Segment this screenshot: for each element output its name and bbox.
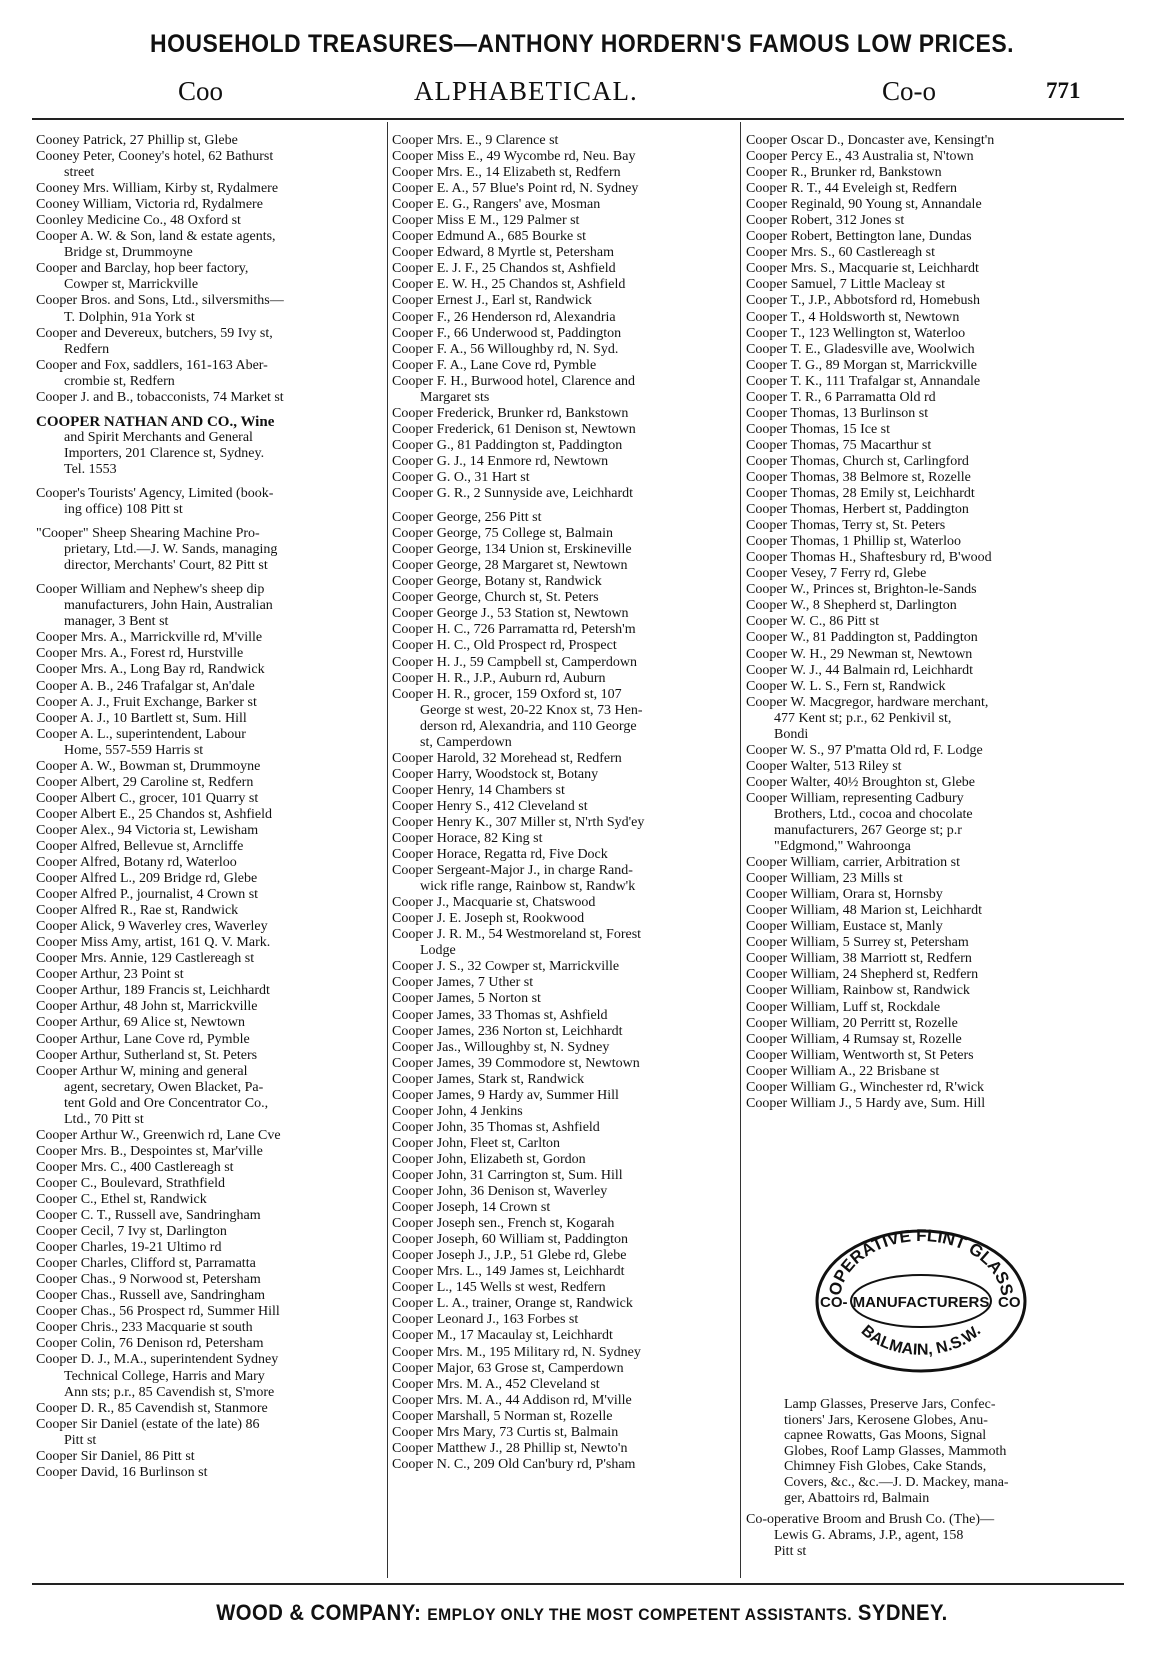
directory-column-3 (746, 133, 1096, 1112)
directory-entry-line: 477 Kent st; p.r., 62 Penkivil st, (774, 710, 952, 726)
header-right-guide: Co-o (882, 76, 936, 106)
directory-entry-line: Cooper C., Ethel st, Randwick (36, 1192, 207, 1207)
directory-entry-line: Cooper Reginald, 90 Young st, Annandale (746, 197, 982, 213)
directory-entry-line: Cooper T., 123 Wellington st, Waterloo (746, 325, 966, 341)
directory-entry-line: Cooper F. H., Burwood hotel, Clarence and (392, 373, 636, 389)
bottom-banner-slogan: EMPLOY ONLY THE MOST COMPETENT ASSISTANTS. (427, 1605, 853, 1624)
directory-entry-line: Cooper Charles, 19-21 Ultimo rd (36, 1240, 222, 1256)
directory-entry-line: Cooper Joseph, 14 Crown st (392, 1200, 551, 1216)
directory-entry-line: Cooper T. R., 6 Parramatta Old rd (746, 389, 936, 405)
footer-rule (32, 1583, 1124, 1585)
directory-entry-line: Cooper George J., 53 Station st, Newtown (392, 606, 629, 622)
directory-entry-line: Cooper H. C., Old Prospect rd, Prospect (392, 638, 617, 654)
directory-entry-line: Cooper James, 236 Norton st, Leichhardt (392, 1023, 623, 1039)
directory-entry-line: Cooper N. C., 209 Old Can'bury rd, P'sham (392, 1456, 636, 1472)
directory-entry-line: Cooper Horace, 82 King st (392, 831, 543, 847)
directory-entry-line: Cooper R., Brunker rd, Bankstown (746, 165, 942, 181)
directory-entry-line: Cooper and Devereux, butchers, 59 Ivy st, (36, 325, 273, 341)
directory-entry-line: Cooper George, 134 Union st, Erskineville (392, 542, 632, 558)
directory-entry-line: Cooper A. J., Fruit Exchange, Barker st (36, 694, 257, 710)
directory-entry-line: Cooper J. E. Joseph st, Rookwood (392, 911, 585, 927)
directory-entry-line: Cooper F., 26 Henderson rd, Alexandria (392, 309, 616, 325)
directory-entry-line: Cooper Joseph sen., French st, Kogarah (392, 1216, 615, 1232)
directory-entry-line: Cooper William, 20 Perritt st, Rozelle (746, 1015, 958, 1031)
directory-entry-line: Cooper H. R., J.P., Auburn rd, Auburn (392, 670, 606, 686)
directory-entry-line: Cooper L. A., trainer, Orange st, Randwick (392, 1296, 633, 1312)
directory-entry-line: Cooper Oscar D., Doncaster ave, Kensingt'n (746, 133, 995, 148)
advert-line: tioners' Jars, Kerosene Globes, Anu- (784, 1412, 988, 1428)
directory-entry-line: Cooper Samuel, 7 Little Macleay st (746, 277, 946, 293)
directory-entry-line: Cooper William, 4 Rumsay st, Rozelle (746, 1031, 962, 1047)
directory-entry-line: Importers, 201 Clarence st, Sydney. (64, 445, 265, 461)
directory-entry-line: Cooper E. G., Rangers' ave, Mosman (392, 197, 601, 213)
directory-entry-line: Cooper Mrs. A., Forest rd, Hurstville (36, 646, 244, 662)
directory-entry-line: Cooper Harry, Woodstock st, Botany (392, 766, 599, 782)
directory-entry-line: Cooper Henry, 14 Chambers st (392, 782, 565, 798)
directory-entry-line: Cooper J. and B., tobacconists, 74 Market st (36, 389, 284, 405)
directory-entry-line: wick rifle range, Rainbow st, Randw'k (420, 879, 636, 895)
directory-entry-line: Cooper C. T., Russell ave, Sandringham (36, 1208, 261, 1224)
directory-entry-line: Cooper Sergeant-Major J., in charge Rand- (392, 863, 633, 879)
seal-center-text: MANUFACTURERS (852, 1294, 990, 1311)
directory-entry-line: manufacturers, John Hain, Australian (64, 598, 273, 614)
directory-entry-line: Margaret sts (420, 389, 490, 405)
column-divider-2 (740, 122, 741, 1578)
seal-top-text: OPERATIVE FLINT GLASS (825, 1227, 1017, 1298)
directory-entry-line: Cooper William, 48 Marion st, Leichhardt (746, 903, 982, 919)
directory-entry-line: Cooper Leonard J., 163 Forbes st (392, 1312, 579, 1328)
directory-entry-line: Cooper Albert E., 25 Chandos st, Ashfield (36, 806, 273, 822)
directory-entry-line: Cooper R. T., 44 Eveleigh st, Redfern (746, 181, 957, 197)
directory-entry-line: Cooper Joseph, 60 William st, Paddington (392, 1232, 629, 1248)
directory-entry-line: Cooper Thomas, 28 Emily st, Leichhardt (746, 486, 975, 502)
directory-entry-line: Cooper J., Macquarie st, Chatswood (392, 895, 596, 911)
directory-entry-line: Cooper Edmund A., 685 Bourke st (392, 229, 587, 245)
directory-entry-line: Cooper G. R., 2 Sunnyside ave, Leichhardt (392, 486, 634, 502)
directory-entry-line: Cooper A. B., 246 Trafalgar st, An'dale (36, 678, 255, 694)
directory-entry-line: Pitt st (774, 1544, 807, 1560)
directory-entry-line: Cooper H. R., grocer, 159 Oxford st, 107 (392, 686, 622, 702)
directory-entry-line: "Cooper" Sheep Shearing Machine Pro- (36, 526, 260, 542)
directory-entry-line: Cooper Walter, 40½ Broughton st, Glebe (746, 774, 976, 790)
directory-entry-line: Cooper G. J., 14 Enmore rd, Newtown (392, 453, 609, 469)
directory-entry-line: Cooper William, Orara st, Hornsby (746, 887, 943, 903)
directory-entry-line: Cooper Cecil, 7 Ivy st, Darlington (36, 1224, 227, 1240)
directory-entry-line: derson rd, Alexandria, and 110 George (420, 718, 637, 734)
directory-entry-line: and Spirit Merchants and General (64, 429, 253, 445)
directory-entry-line: Cooney Patrick, 27 Phillip st, Glebe (36, 133, 238, 148)
directory-entry-line: Cooper H. J., 59 Campbell st, Camperdown (392, 654, 637, 670)
directory-entry-line: Cooper W. J., 44 Balmain rd, Leichhardt (746, 662, 974, 678)
directory-entry-line: Tel. 1553 (64, 461, 117, 477)
directory-entry-line: Brothers, Ltd., cocoa and chocolate (774, 806, 973, 822)
directory-entry-line: Co-operative Broom and Brush Co. (The)— (746, 1512, 995, 1527)
directory-entry-line: Cooper Mrs. M., 195 Military rd, N. Sydney (392, 1344, 641, 1360)
directory-entry-line: Cooper Robert, Bettington lane, Dundas (746, 229, 972, 245)
directory-entry-line: Cowper st, Marrickville (64, 277, 199, 293)
directory-entry-line: Cooper Henry S., 412 Cleveland st (392, 798, 588, 814)
directory-entry-line: Cooper T. G., 89 Morgan st, Marrickville (746, 357, 977, 373)
directory-entry-line: Cooper Bros. and Sons, Ltd., silversmiths— (36, 293, 284, 309)
directory-entry-line: Cooper G. O., 31 Hart st (392, 469, 530, 485)
directory-entry-line: Cooper William, carrier, Arbitration st (746, 855, 961, 871)
directory-entry-line: Cooper A. W., Bowman st, Drummoyne (36, 758, 261, 774)
directory-entry-line: Ann sts; p.r., 85 Cavendish st, S'more (64, 1384, 275, 1400)
directory-entry-line: Cooper Arthur, Lane Cove rd, Pymble (36, 1031, 250, 1047)
directory-entry-line: Cooper Mrs. E., 14 Elizabeth st, Redfern (392, 165, 621, 181)
directory-entry-line: Cooper T. K., 111 Trafalgar st, Annandale (746, 373, 981, 389)
directory-column-2 (392, 133, 734, 1473)
directory-entry-line: Cooper Mrs Mary, 73 Curtis st, Balmain (392, 1424, 619, 1440)
directory-entry-line: Coonley Medicine Co., 48 Oxford st (36, 213, 241, 229)
directory-entry-line: Cooper Chas., Russell ave, Sandringham (36, 1288, 266, 1304)
directory-entry-line: manufacturers, 267 George st; p.r (774, 823, 962, 839)
directory-entry-line: Cooper William and Nephew's sheep dip (36, 582, 265, 598)
directory-entry-line: ing office) 108 Pitt st (64, 502, 183, 518)
directory-entry-line: Cooper D. J., M.A., superintendent Sydney (36, 1352, 279, 1368)
flint-glass-advertisement (784, 1397, 1099, 1506)
directory-entry-line: Cooper Thomas H., Shaftesbury rd, B'wood (746, 550, 992, 566)
directory-entry-line: st, Camperdown (420, 734, 512, 750)
directory-entry-line: Cooper William, Eustace st, Manly (746, 919, 943, 935)
directory-entry-line: Cooper William, Luff st, Rockdale (746, 999, 941, 1015)
directory-entry-line: Cooper Edward, 8 Myrtle st, Petersham (392, 245, 615, 261)
directory-entry-line: Cooper Frederick, Brunker rd, Bankstown (392, 405, 629, 421)
directory-entry-line: Lodge (420, 943, 456, 959)
directory-entry-line: Cooper Vesey, 7 Ferry rd, Glebe (746, 566, 927, 582)
directory-entry-line: Cooper J. R. M., 54 Westmoreland st, Forest (392, 927, 642, 943)
directory-entry-line: Cooper Horace, Regatta rd, Five Dock (392, 847, 608, 863)
directory-entry-line: Cooper Thomas, Terry st, St. Peters (746, 518, 946, 534)
directory-entry-line: Cooper James, 39 Commodore st, Newtown (392, 1055, 640, 1071)
directory-entry-line: crombie st, Redfern (64, 373, 175, 389)
directory-entry-line: Cooper E. W. H., 25 Chandos st, Ashfield (392, 277, 626, 293)
directory-entry-line: Cooper Arthur, 48 John st, Marrickville (36, 999, 258, 1015)
directory-entry-line: Cooper Thomas, 1 Phillip st, Waterloo (746, 534, 961, 550)
directory-entry-line: Cooper John, Elizabeth st, Gordon (392, 1151, 586, 1167)
directory-entry-line: Cooper Alfred L., 209 Bridge rd, Glebe (36, 871, 258, 887)
directory-entry-line: agent, secretary, Owen Blacket, Pa- (64, 1079, 264, 1095)
directory-entry-line: Cooper Alfred, Botany rd, Waterloo (36, 855, 237, 871)
advert-line: Chimney Fish Globes, Cake Stands, (784, 1459, 987, 1475)
directory-entry-line: Cooper Thomas, Church st, Carlingford (746, 453, 969, 469)
seal-bottom-text: BALMAIN, N.S.W. (857, 1322, 985, 1359)
advert-line: ger, Abattoirs rd, Balmain (784, 1490, 930, 1506)
directory-entry-line: Cooper H. C., 726 Parramatta rd, Petersh'm (392, 622, 636, 638)
directory-entry-line: Cooper E. J. F., 25 Chandos st, Ashfield (392, 261, 616, 277)
directory-entry-line: Cooper Arthur, 189 Francis st, Leichhardt (36, 983, 270, 999)
directory-entry-line: Cooper James, Stark st, Randwick (392, 1071, 585, 1087)
advert-line: Covers, &c., &c.—J. D. Mackey, mana- (784, 1474, 1009, 1490)
directory-entry-line: Cooper William, Rainbow st, Randwick (746, 983, 970, 999)
directory-entry-line: Home, 557-559 Harris st (64, 742, 204, 758)
directory-entry-line: Cooper Marshall, 5 Norman st, Rozelle (392, 1408, 613, 1424)
directory-entry-line: Cooper Mrs. E., 9 Clarence st (392, 133, 559, 148)
directory-entry-line: Bondi (774, 726, 809, 742)
top-advert-banner: HOUSEHOLD TREASURES—ANTHONY HORDERN'S FAMOUS LOW PRICES. (150, 30, 1014, 58)
directory-entry-line: Cooper William G., Winchester rd, R'wick (746, 1079, 985, 1095)
directory-entry-line: director, Merchants' Court, 82 Pitt st (64, 558, 268, 574)
seal-left-text: CO- (820, 1294, 848, 1311)
advert-line: Globes, Roof Lamp Glasses, Mammoth (784, 1443, 1007, 1459)
directory-entry-line: Cooper Mrs. M. A., 44 Addison rd, M'ville (392, 1392, 632, 1408)
directory-entry-line: Cooper Alfred R., Rae st, Randwick (36, 903, 239, 919)
directory-entry-line: Cooper Arthur, 23 Point st (36, 967, 184, 983)
directory-entry-line: Bridge st, Drummoyne (64, 245, 193, 261)
directory-entry-line: Cooper John, Fleet st, Carlton (392, 1135, 560, 1151)
directory-entry-line: Cooper F. A., 56 Willoughby rd, N. Syd. (392, 341, 619, 357)
directory-entry-line: Cooper W. H., 29 Newman st, Newtown (746, 646, 973, 662)
directory-entry-line: Cooper Arthur, Sutherland st, St. Peters (36, 1047, 258, 1063)
directory-entry-line: Cooper Arthur, 69 Alice st, Newtown (36, 1015, 246, 1031)
directory-entry-line: Cooper Mrs. S., 60 Castlereagh st (746, 245, 935, 261)
directory-entry-line: Cooper Joseph J., J.P., 51 Glebe rd, Glebe (392, 1248, 627, 1264)
directory-entry-line: Cooper Mrs. L., 149 James st, Leichhardt (392, 1264, 625, 1280)
directory-entry-line: Cooper William, 23 Mills st (746, 871, 903, 887)
header-section-title: ALPHABETICAL. (414, 76, 638, 106)
bottom-banner-city: SYDNEY. (857, 1600, 948, 1625)
directory-entry-line: Technical College, Harris and Mary (64, 1368, 265, 1384)
directory-entry-line: Cooper F. A., Lane Cove rd, Pymble (392, 357, 597, 373)
directory-entry-line: Cooper John, 31 Carrington st, Sum. Hill (392, 1168, 623, 1183)
directory-entry-line: Cooper James, 9 Hardy av, Summer Hill (392, 1087, 619, 1103)
directory-entry-line: Cooper William, Wentworth st, St Peters (746, 1047, 974, 1063)
directory-entry-line: Cooper Thomas, 75 Macarthur st (746, 437, 932, 453)
directory-entry-line: Cooper Jas., Willoughby st, N. Sydney (392, 1039, 610, 1055)
directory-entry-line: Lewis G. Abrams, J.P., agent, 158 (774, 1528, 964, 1544)
directory-entry-line: Cooper Harold, 32 Morehead st, Redfern (392, 750, 622, 766)
directory-entry-line: Cooper Miss E., 49 Wycombe rd, Neu. Bay (392, 149, 636, 165)
directory-column-1 (36, 133, 384, 1481)
bottom-banner-company: WOOD & COMPANY: (216, 1600, 422, 1625)
directory-entry-line: "Edgmond," Wahroonga (774, 839, 911, 855)
directory-entry-line: Cooper John, 4 Jenkins (392, 1103, 523, 1119)
directory-entry-line: Cooper George, 75 College st, Balmain (392, 526, 613, 542)
directory-entry-line: Cooney Peter, Cooney's hotel, 62 Bathurst (36, 149, 274, 165)
directory-entry-line: Cooper Walter, 513 Riley st (746, 758, 902, 774)
directory-entry-line: Cooper E. A., 57 Blue's Point rd, N. Sydney (392, 181, 639, 197)
directory-entry-line: Cooper William, representing Cadbury (746, 790, 964, 806)
directory-entry-line: Cooper Thomas, 13 Burlinson st (746, 405, 929, 421)
advert-line: capnee Rowatts, Gas Moons, Signal (784, 1428, 987, 1444)
directory-entry-line: Cooper Alick, 9 Waverley cres, Waverley (36, 919, 268, 935)
directory-entry-line: Redfern (64, 341, 110, 357)
directory-entry-line: Cooper Major, 63 Grose st, Camperdown (392, 1360, 624, 1376)
directory-entry-line: Cooper James, 7 Uther st (392, 975, 534, 991)
directory-entry-line: Cooper Mrs. M. A., 452 Cleveland st (392, 1376, 600, 1392)
directory-entry-line: Cooper Thomas, Herbert st, Paddington (746, 502, 969, 518)
directory-entry-line: Cooper Alfred, Bellevue st, Arncliffe (36, 838, 244, 854)
directory-entry-line: Cooper George, 256 Pitt st (392, 510, 542, 526)
directory-entry-line: Cooper and Fox, saddlers, 161-163 Aber- (36, 357, 268, 373)
directory-entry-line: Cooper William, 24 Shepherd st, Redfern (746, 967, 979, 983)
directory-entry-line: Cooper A. L., superintendent, Labour (36, 726, 246, 742)
directory-entry-line: Cooper C., Boulevard, Strathfield (36, 1175, 225, 1191)
directory-entry-line: Cooper A. J., 10 Bartlett st, Sum. Hill (36, 710, 247, 726)
directory-entry-line: Cooper F., 66 Underwood st, Paddington (392, 325, 622, 341)
directory-entry-line: Cooper James, 33 Thomas st, Ashfield (392, 1007, 608, 1023)
directory-entry-line: Cooper Charles, Clifford st, Parramatta (36, 1256, 256, 1272)
directory-entry-line: Cooper Mrs. A., Long Bay rd, Randwick (36, 662, 265, 678)
directory-entry-line: Cooper George, 28 Margaret st, Newtown (392, 558, 628, 574)
directory-entry-line: Cooper Thomas, 38 Belmore st, Rozelle (746, 469, 971, 485)
directory-entry-line: George st west, 20-22 Knox st, 73 Hen- (420, 702, 643, 718)
directory-entry-line: Cooper Ernest J., Earl st, Randwick (392, 293, 592, 309)
directory-entry-line: Cooper George, Church st, St. Peters (392, 590, 599, 606)
directory-entry-line: Cooper Miss E M., 129 Palmer st (392, 213, 580, 229)
directory-entry-line: Cooper T. E., Gladesville ave, Woolwich (746, 341, 975, 357)
directory-entry-line: Cooper Albert C., grocer, 101 Quarry st (36, 790, 259, 806)
directory-entry-line: Cooper John, 36 Denison st, Waverley (392, 1184, 608, 1200)
directory-entry-line: COOPER NATHAN AND CO., Wine (36, 413, 275, 430)
directory-entry-line: Cooper John, 35 Thomas st, Ashfield (392, 1119, 600, 1135)
directory-entry-line: Cooper W. C., 86 Pitt st (746, 614, 880, 630)
directory-entry-line: Cooper Henry K., 307 Miller st, N'rth Syd'ey (392, 814, 645, 830)
directory-entry-line: Cooper George, Botany st, Randwick (392, 574, 602, 590)
directory-entry-line: Cooper Chris., 233 Macquarie st south (36, 1320, 253, 1336)
directory-entry-line: Cooper William, 38 Marriott st, Redfern (746, 951, 972, 967)
column-divider-1 (387, 122, 388, 1578)
directory-entry-line: Cooper Chas., 56 Prospect rd, Summer Hill (36, 1304, 280, 1320)
header-rule (32, 118, 1124, 120)
directory-entry-line: Cooper J. S., 32 Cowper st, Marrickville (392, 959, 620, 975)
directory-entry-line: Cooper M., 17 Macaulay st, Leichhardt (392, 1328, 613, 1344)
directory-entry-line: Cooper Miss Amy, artist, 161 Q. V. Mark. (36, 935, 271, 951)
directory-entry-line: Cooper David, 16 Burlinson st (36, 1464, 208, 1480)
directory-entry-line: Ltd., 70 Pitt st (64, 1111, 144, 1127)
directory-entry-line: Cooper Matthew J., 28 Phillip st, Newto'n (392, 1440, 628, 1456)
directory-entry-line: street (64, 165, 95, 181)
directory-entry-line: Cooper Alex., 94 Victoria st, Lewisham (36, 822, 259, 838)
directory-entry-line: Cooper Frederick, 61 Denison st, Newtown (392, 421, 636, 437)
directory-entry-line: Cooper Alfred P., journalist, 4 Crown st (36, 887, 259, 903)
directory-entry-line: Cooper Sir Daniel, 86 Pitt st (36, 1448, 195, 1464)
directory-entry-line: Cooper W., 81 Paddington st, Paddington (746, 630, 978, 646)
directory-entry-line: Cooper Arthur W, mining and general (36, 1063, 248, 1079)
header-left-guide: Coo (178, 76, 224, 106)
page-number: 771 (1046, 78, 1081, 103)
directory-entry-line: Cooper W. Macgregor, hardware merchant, (746, 694, 989, 710)
seal-right-text: CO (998, 1294, 1021, 1311)
directory-entry-line: Cooper T., J.P., Abbotsford rd, Homebush (746, 293, 980, 309)
directory-entry-line: manager, 3 Bent st (64, 614, 169, 630)
directory-entry-line: Cooper Colin, 76 Denison rd, Petersham (36, 1336, 264, 1352)
directory-entry-line: Cooper W., 8 Shepherd st, Darlington (746, 598, 957, 614)
directory-entry-line: Cooper Mrs. B., Despointes st, Mar'ville (36, 1143, 263, 1159)
directory-entry-line: Cooper Arthur W., Greenwich rd, Lane Cve (36, 1127, 281, 1143)
broom-brush-entry (746, 1512, 1096, 1560)
directory-entry-line: Cooper's Tourists' Agency, Limited (book- (36, 485, 274, 501)
cooperative-flint-glass-seal (812, 1227, 1030, 1375)
directory-entry-line: Cooney Mrs. William, Kirby st, Rydalmere (36, 181, 279, 197)
directory-entry-line: Cooper Robert, 312 Jones st (746, 213, 905, 229)
directory-entry-line: Cooper A. W. & Son, land & estate agents, (36, 229, 276, 245)
directory-entry-line: Cooper William, 5 Surrey st, Petersham (746, 935, 969, 951)
directory-entry-line: Cooper W., Princes st, Brighton-le-Sands (746, 582, 977, 598)
directory-entry-line: Cooper D. R., 85 Cavendish st, Stanmore (36, 1400, 268, 1416)
directory-entry-line: Cooper T., 4 Holdsworth st, Newtown (746, 309, 960, 325)
directory-entry-line: Cooper Sir Daniel (estate of the late) 86 (36, 1416, 260, 1432)
directory-entry-line: prietary, Ltd.—J. W. Sands, managing (64, 542, 278, 558)
directory-entry-line: Cooper W. L. S., Fern st, Randwick (746, 678, 946, 694)
directory-entry-line: tent Gold and Ore Concentrator Co., (64, 1095, 269, 1111)
directory-entry-line: Cooper Mrs. Annie, 129 Castlereagh st (36, 951, 255, 967)
directory-entry-line: Cooper Thomas, 15 Ice st (746, 421, 890, 437)
directory-entry-line: Cooper William J., 5 Hardy ave, Sum. Hill (746, 1095, 986, 1111)
directory-entry-line: Cooper Mrs. C., 400 Castlereagh st (36, 1159, 234, 1175)
advert-line: Lamp Glasses, Preserve Jars, Confec- (784, 1397, 996, 1412)
directory-entry-line: T. Dolphin, 91a York st (64, 309, 195, 325)
directory-entry-line: Cooper James, 5 Norton st (392, 991, 541, 1007)
directory-entry-line: Cooper Mrs. S., Macquarie st, Leichhardt (746, 261, 979, 277)
directory-entry-line: Cooper L., 145 Wells st west, Redfern (392, 1280, 606, 1296)
directory-entry-line: Cooper Chas., 9 Norwood st, Petersham (36, 1272, 261, 1288)
directory-entry-line: Cooper Percy E., 43 Australia st, N'town (746, 149, 974, 165)
directory-entry-line: Pitt st (64, 1432, 97, 1448)
bottom-advert-banner (47, 1600, 1118, 1626)
directory-entry-line: Cooper Albert, 29 Caroline st, Redfern (36, 774, 254, 790)
directory-entry-line: Cooney William, Victoria rd, Rydalmere (36, 197, 263, 213)
directory-entry-line: Cooper G., 81 Paddington st, Paddington (392, 437, 623, 453)
directory-entry-line: Cooper William A., 22 Brisbane st (746, 1063, 940, 1079)
directory-entry-line: Cooper Mrs. A., Marrickville rd, M'ville (36, 630, 263, 646)
directory-entry-line: Cooper W. S., 97 P'matta Old rd, F. Lodge (746, 742, 983, 758)
directory-entry-line: Cooper and Barclay, hop beer factory, (36, 261, 249, 277)
